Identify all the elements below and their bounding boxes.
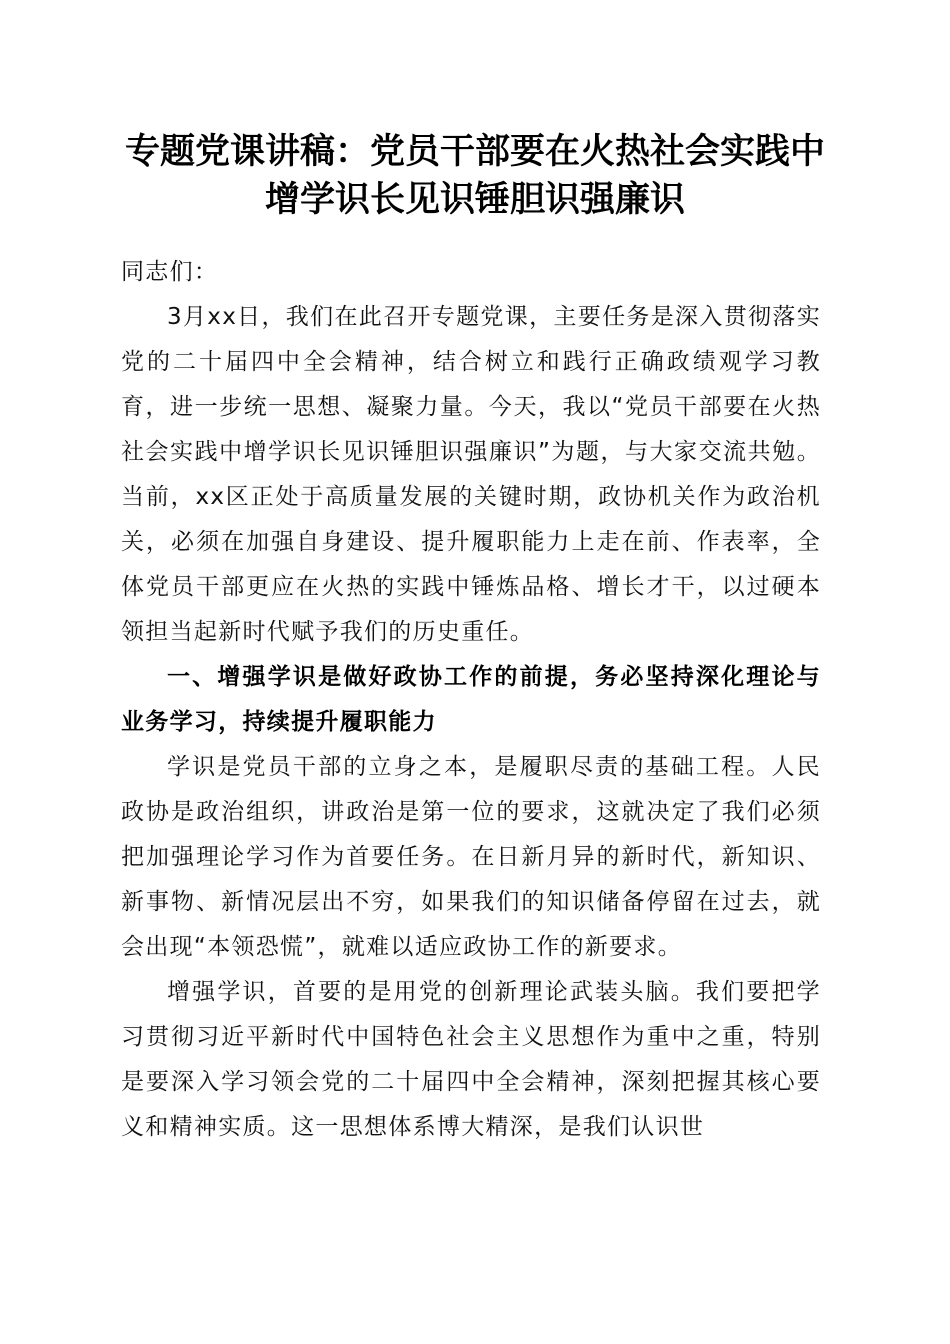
document-body <box>121 250 821 1150</box>
section-heading-1: 一、增强学识是做好政协工作的前提，务必坚持深化理论与业务学习，持续提升履职能力 <box>121 664 821 735</box>
greeting: 同志们： <box>121 259 219 285</box>
title-line-1: 专题党课讲稿：党员干部要在火热社会实践中 <box>124 131 825 172</box>
title-line-2: 增学识长见识锤胆识强廉识 <box>264 179 685 220</box>
paragraph-learning: 学识是党员干部的立身之本，是履职尽责的基础工程。人民政协是政治组织，讲政治是第一位的要求，这就决定了我们必须把加强理论学习作为首要任务。在日新月异的新时代，新知识、新事物、新情况层出不穷，如果我们的知识储备停留在过去，就会出现“本领恐慌”，就难以适应政协工作的新要求。 <box>121 754 821 960</box>
paragraph-theory: 增强学识，首要的是用党的创新理论武装头脑。我们要把学习贯彻习近平新时代中国特色社会主义思想作为重中之重，特别是要深入学习领会党的二十届四中全会精神，深刻把握其核心要义和精神实质。这一思想体系博大精深，是我们认识世 <box>121 979 821 1140</box>
document-title <box>100 128 850 224</box>
paragraph-intro: 3月xx日，我们在此召开专题党课，主要任务是深入贯彻落实党的二十届四中全会精神，结合树立和践行正确政绩观学习教育，进一步统一思想、凝聚力量。今天，我以“党员干部要在火热社会实践中增学识长见识锤胆识强廉识”为题，与大家交流共勉。当前，xx区正处于高质量发展的关键时期，政协机关作为政治机关，必须在加强自身建设、提升履职能力上走在前、作表率，全体党员干部更应在火热的实践中锤炼品格、增长才干，以过硬本领担当起新时代赋予我们的历史重任。 <box>121 304 821 645</box>
